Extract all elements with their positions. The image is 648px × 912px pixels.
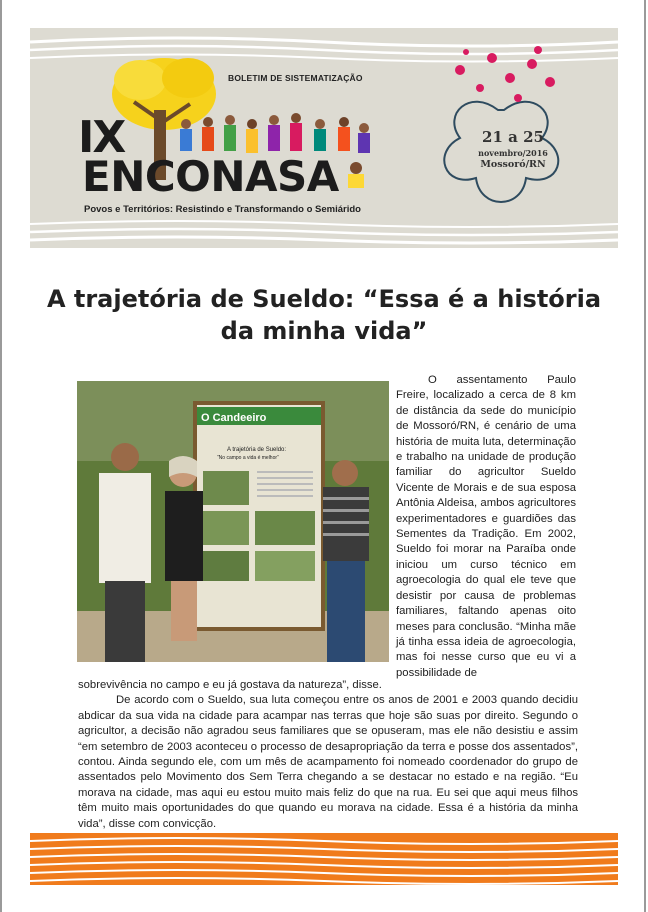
edition-number: IX — [78, 112, 125, 163]
article-column-text — [396, 373, 576, 681]
paragraph-2 — [78, 693, 578, 832]
article-photo — [77, 381, 389, 662]
poster-subheading: “No campo a vida é melhor” — [217, 455, 279, 461]
photo-scene — [77, 381, 389, 662]
header-banner — [30, 28, 618, 248]
event-dates-block — [478, 128, 548, 170]
column-paragraph: O assentamento Paulo Freire, localizado a cerca de 8 km de distância da sede do município de Mossoró/RN, é cenário de uma história de muita luta, determinação e trabalho na unidade de produção familiar do agricultor Sueldo Vicente de Morais e de sua esposa Antônia Aldeisa, ambos agricultores experimentadores e guardiões das Sementes da Tradição. Em 2002, Sueldo foi morar na Paraíba onde iniciou um curso técnico em agroecologia do qual ele teve que desistir por causa de problemas familiares, faltando apenas oito meses para conclusão. “Minha mãe já tinha essa ideia de agroecologia, mas foi nesse curso que eu vi a possibilidade de — [396, 374, 576, 679]
bulletin-label: BOLETIM DE SISTEMATIZAÇÃO — [228, 73, 363, 83]
page-frame-right — [644, 0, 646, 912]
event-location: Mossoró/RN — [480, 159, 546, 170]
article-title: A trajetória de Sueldo: “Essa é a história da minha vida” — [46, 285, 602, 345]
footer-pattern — [30, 833, 618, 885]
poster-brand: O Candeeiro — [201, 412, 267, 424]
footer-band — [30, 833, 618, 885]
page-frame-left — [0, 0, 2, 912]
continuation-line: sobrevivência no campo e eu já gostava da natureza”, disse. — [78, 679, 382, 691]
paragraph-2-text: De acordo com o Sueldo, sua luta começou entre os anos de 2001 e 2003 quando decidiu abdicar da sua vida na cidade para acampar nas terras que hoje são suas por direito. Segundo o agricultor, a decisão não agradou seus familiares que se opuseram, mas ele não desistiu e assim “em setembro de 2003 aconteceu o processo de desapropriação da terra e posse dos assentados”, contou. Ainda segundo ele, com um mês de acampamento foi nomeado coordenador do grupo de assentados pelo Movimento dos Sem Terra chegando a se destacar no estado e na região. “Eu morava na cidade, mas aqui eu estou muito mais feliz do que na rua. Eu sei que aqui meus filhos têm muito mais oportunidades do que quando eu morava na cidade. Essa é a história da minha vida”, disse com convicção. — [78, 694, 578, 830]
article-full-text — [78, 678, 578, 832]
event-tagline: Povos e Territórios: Resistindo e Transformando o Semiárido — [84, 204, 361, 215]
poster-heading: A trajetória de Sueldo: — [227, 447, 287, 453]
event-month-year: novembro/2016 — [478, 148, 548, 158]
event-dates: 21 a 25 — [482, 128, 544, 146]
event-name: ENCONASA — [82, 152, 339, 201]
